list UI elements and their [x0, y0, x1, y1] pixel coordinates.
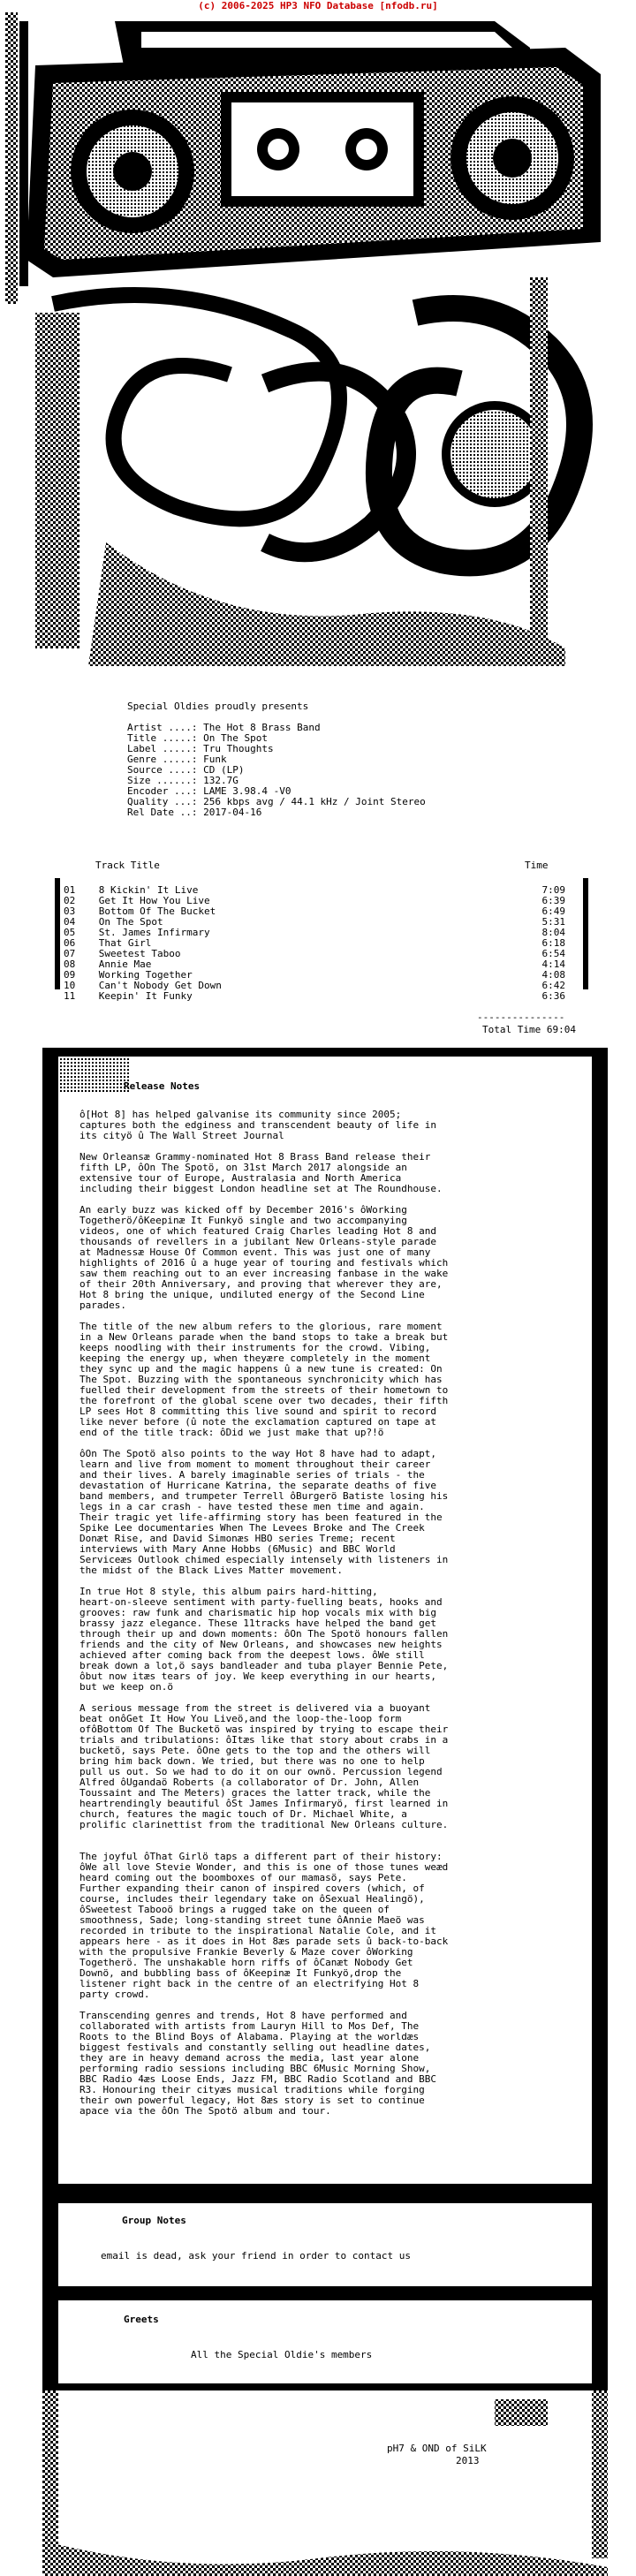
total-time: Total Time 69:04: [482, 1024, 576, 1035]
notes-paragraph: The title of the new album refers to the glorious, rare moment in a New Orleans parade when the band stops to take a break but keeps noodling with their instruments for the crowd. Vibing, keeping the energy up, when theyære completely in the moment they sync up and the magic happens û a new tune is created: On The Spot. Buzzing with the spontaneous synchronicity which has fuelled their development from the streets of their hometown to the forefront of the global scene over two decades, their fifth LP sees Hot 8 committing this live sound and spirit to record like never before (û note the exclamation captured on tape at end of the title track: ôDid we just make that up?!ö: [80, 1321, 449, 1438]
group-notes-text: email is dead, ask your friend in order to contact us: [101, 2250, 411, 2262]
track-row: 08 Annie Mae 4:14: [64, 958, 565, 970]
tracklist-left-bar: [55, 878, 60, 989]
notes-paragraph: In true Hot 8 style, this album pairs hard-hitting, heart-on-sleeve sentiment with party-fuelling beats, hooks and grooves: raw funk and charismatic hip hop vocals mix with big brassy jazz elegance. These 11tracks have helped the band get through their up and down moments: ôOn The Spotö honours fallen friends and the city of New Orleans, and showcases new heights achieved after coming back from the deepest lows. ôWe still break down a lot,ö says bandleader and tuba player Bennie Pete, ôbut now itæs tears of joy. We keep everything in our hearts, but we keep on.ö: [80, 1586, 449, 1693]
greets-text: All the Special Oldie's members: [191, 2349, 373, 2360]
track-row: 02 Get It How You Live 6:39: [64, 895, 565, 906]
group-notes-title: Group Notes: [122, 2215, 186, 2226]
boombox-ascii-art: [0, 12, 636, 666]
tracklist-header-title: Track Title: [95, 860, 160, 871]
notes-paragraph: An early buzz was kicked off by December 2016's ôWorking Togetherö/ôKeepinæ It Funkyö single and two accompanying videos, one of which featured Craig Charles leading Hot 8 and thousands of revellers in a jubilant New Orleans-style parade at Madnessæ House Of Common event. This was just one of many highlights of 2016 û a huge year of touring and festivals which saw them reaching out to an ever increasing fanbase in the wake of their 20th Anniversary, and proving that wherever they are, Hot 8 bring the unique, undiluted energy of the Second Line parades.: [80, 1204, 449, 1311]
greets-title: Greets: [124, 2314, 159, 2325]
intro-text: Special Oldies proudly presents: [127, 701, 309, 712]
tracklist: [64, 885, 576, 1002]
notes-paragraph: New Orleansæ Grammy-nominated Hot 8 Brass Band release their fifth LP, ôOn The Spotö, on 31st March 2017 alongside an extensive tour of Europe, Australasia and North America including their biggest London headline set at The Roundhouse.: [80, 1151, 443, 1194]
release-info: [127, 723, 426, 818]
info-row: Encoder ...: LAME 3.98.4 -V0: [127, 785, 292, 797]
info-row: Source ....: CD (LP): [127, 764, 245, 776]
total-separator: ---------------: [477, 1011, 565, 1023]
bottom-ascii-art: [0, 2390, 636, 2576]
track-row: 06 That Girl 6:18: [64, 937, 565, 949]
info-row: Size ......: 132.7G: [127, 775, 238, 786]
notes-paragraph: ô[Hot 8] has helped galvanise its community since 2005; captures both the edginess and transcendent beauty of life in its cityö û The Wall Street Journal: [80, 1109, 436, 1141]
info-row: Artist ....: The Hot 8 Brass Band: [127, 722, 321, 733]
track-row: 01 8 Kickin' It Live 7:09: [64, 884, 565, 896]
track-row: 04 On The Spot 5:31: [64, 916, 565, 928]
notes-paragraph: Transcending genres and trends, Hot 8 have performed and collaborated with artists from Lauryn Hill to Mos Def, The Roots to the Blind Boys of Alabama. Playing at the worldæs biggest festivals and constantly selling out headline dates, they are in heavy demand across the media, last year alone performing radio sessions including BBC 6Music Morning Show, BBC Radio 4æs Loose Ends, Jazz FM, BBC Radio Scotland and BBC R3. Honouring their cityæs musical traditions while forging their own powerful legacy, Hot 8æs story is set to continue apace via the ôOn The Spotö album and tour.: [80, 2010, 436, 2117]
notes-paragraph: ôOn The Spotö also points to the way Hot 8 have had to adapt, learn and live from moment to moment throughout their career and their lives. A barely imaginable series of trials - the devastation of Hurricane Katrina, the separate deaths of five band members, and trumpeter Terrell ôBurgerö Batiste losing his legs in a car crash - have tested these men time and again. Their tragic yet life-affirming story has been featured in the Spike Lee documentaries When The Levees Broke and The Creek Donæt Rise, and David Simonæs HBO series Treme; recent interviews with Mary Anne Hobbs (6Music) and BBC World Serviceæs Outlook chimed especially intensely with listeners in the midst of the Black Lives Matter movement.: [80, 1448, 449, 1576]
signature-year: 2013: [456, 2455, 480, 2466]
info-row: Quality ...: 256 kbps avg / 44.1 kHz / Joint Stereo: [127, 796, 426, 807]
info-row: Label .....: Tru Thoughts: [127, 743, 274, 754]
release-notes-title: Release Notes: [124, 1080, 201, 1092]
tracklist-right-bar: [583, 878, 588, 989]
notes-paragraph: The joyful ôThat Girlö taps a different part of their history: ôWe all love Stevie Wonder, and this is one of those tunes weæd heard coming out the boomboxes of our mamasö, says Pete. Further expanding their canon of inspired covers (which, of course, includes their legendary take on ôSexual Healingö), ôSweetest Tabooö brings a rugged take on the queen of smoothness, Sade; long-standing street tune ôAnnie Maeö was recorded in tribute to the inspirational Natalie Cole, and it appears here - as it does in Hot 8æs parade sets û back-to-back with the propulsive Frankie Beverly & Maze cover ôWorking Togetherö. The unshakable horn riffs of ôCanæt Nobody Get Downö, and bubbling bass of ôKeepinæ It Funkyö,drop the listener right back in the centre of an electrifying Hot 8 party crowd.: [80, 1851, 449, 2000]
track-row: 07 Sweetest Taboo 6:54: [64, 948, 565, 959]
frame-top-art: [42, 1048, 608, 1101]
tracklist-header-time: Time: [525, 860, 549, 871]
track-row: 03 Bottom Of The Bucket 6:49: [64, 905, 565, 917]
track-row: 10 Can't Nobody Get Down 6:42: [64, 980, 565, 991]
info-row: Title .....: On The Spot: [127, 732, 268, 744]
notes-paragraph: A serious message from the street is delivered via a buoyant beat onôGet It How You Liveö,and the loop-the-loop form ofôBottom Of The Bucketö was inspired by trying to escape their trials and tribulations: ôItæs like that story about crabs in a bucketö, says Pete. ôOne gets to the top and the others will bring him back down. We tried, but there was no one to help pull us out. So we had to do it on our ownö. Percussion legend Alfred ôUgandaö Roberts (a collaborator of Dr. John, Allen Toussaint and The Meters) graces the latter track, while the heartrendingly beautiful ôSt James Infirmaryö, first learned in church, features the magic touch of Dr. Michael White, a prolific clarinettist from the traditional New Orleans culture.: [80, 1702, 449, 1830]
info-row: Genre .....: Funk: [127, 754, 227, 765]
page-header: (c) 2006-2025 HP3 NFO Database [nfodb.ru]: [198, 0, 438, 11]
signature: pH7 & OND of SiLK: [387, 2443, 487, 2454]
info-row: Rel Date ..: 2017-04-16: [127, 807, 262, 818]
track-row: 05 St. James Infirmary 8:04: [64, 927, 565, 938]
track-row: 09 Working Together 4:08: [64, 969, 565, 981]
track-row: 11 Keepin' It Funky 6:36: [64, 990, 565, 1002]
